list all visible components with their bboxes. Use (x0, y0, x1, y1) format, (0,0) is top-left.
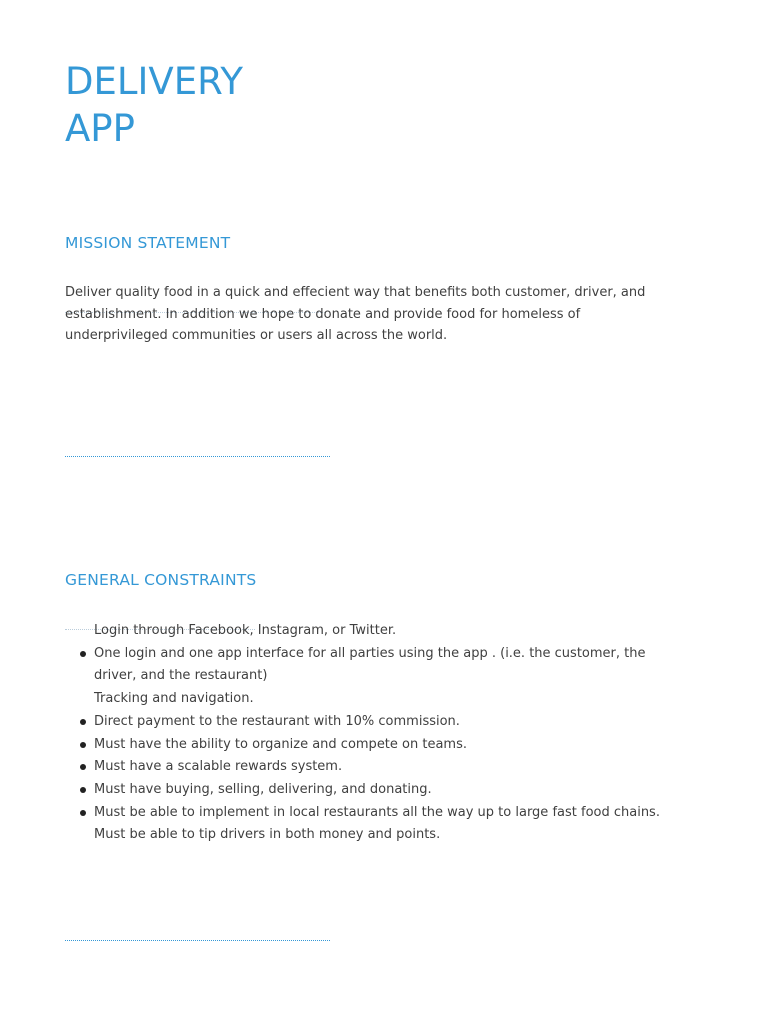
constraint-item (94, 734, 660, 757)
constraint-text: Must be able to tip drivers in both money and points. (94, 827, 441, 843)
bullet-icon (80, 719, 86, 725)
constraints-list (94, 620, 660, 847)
bullet-icon (80, 810, 86, 816)
constraint-text: One login and one app interface for all parties using the app . (i.e. the customer, the (94, 645, 646, 661)
constraint-text: driver, and the restaurant) (94, 668, 268, 684)
constraint-item (94, 802, 660, 825)
section-divider (65, 940, 330, 941)
document-title-line-2: APP (65, 107, 135, 150)
mission-statement-text (65, 282, 705, 347)
constraint-text: Tracking and navigation. (94, 691, 254, 707)
constraint-item (94, 643, 660, 688)
bullet-icon (80, 742, 86, 748)
general-constraints-heading: GENERAL CONSTRAINTS (65, 571, 257, 589)
constraint-text: Must have buying, selling, delivering, and donating. (94, 781, 432, 797)
document-title (65, 58, 243, 152)
constraint-item (94, 711, 660, 734)
constraint-text: Must have the ability to organize and compete on teams. (94, 736, 467, 752)
constraint-item (94, 779, 660, 802)
constraint-item (94, 756, 660, 779)
bullet-icon (80, 787, 86, 793)
mission-line-3: underprivileged communities or users all across the world. (65, 328, 448, 343)
constraint-item (94, 620, 660, 643)
mission-line-1: Deliver quality food in a quick and effecient way that benefits both customer, driver, and (65, 285, 646, 300)
mission-statement-heading: MISSION STATEMENT (65, 234, 231, 252)
constraint-item (94, 688, 660, 711)
bullet-icon (80, 764, 86, 770)
constraint-item (94, 824, 660, 847)
section-divider (65, 456, 330, 457)
mission-line-2: establishment. In addition we hope to donate and provide food for homeless of (65, 306, 581, 322)
constraint-text: Login through Facebook, Instagram, or Twitter. (94, 623, 397, 638)
document-title-line-1: DELIVERY (65, 60, 244, 103)
constraint-text: Must be able to implement in local restaurants all the way up to large fast food chains. (94, 804, 660, 820)
bullet-icon (80, 651, 86, 657)
constraint-text: Must have a scalable rewards system. (94, 759, 343, 775)
constraint-text: Direct payment to the restaurant with 10% commission. (94, 713, 460, 729)
